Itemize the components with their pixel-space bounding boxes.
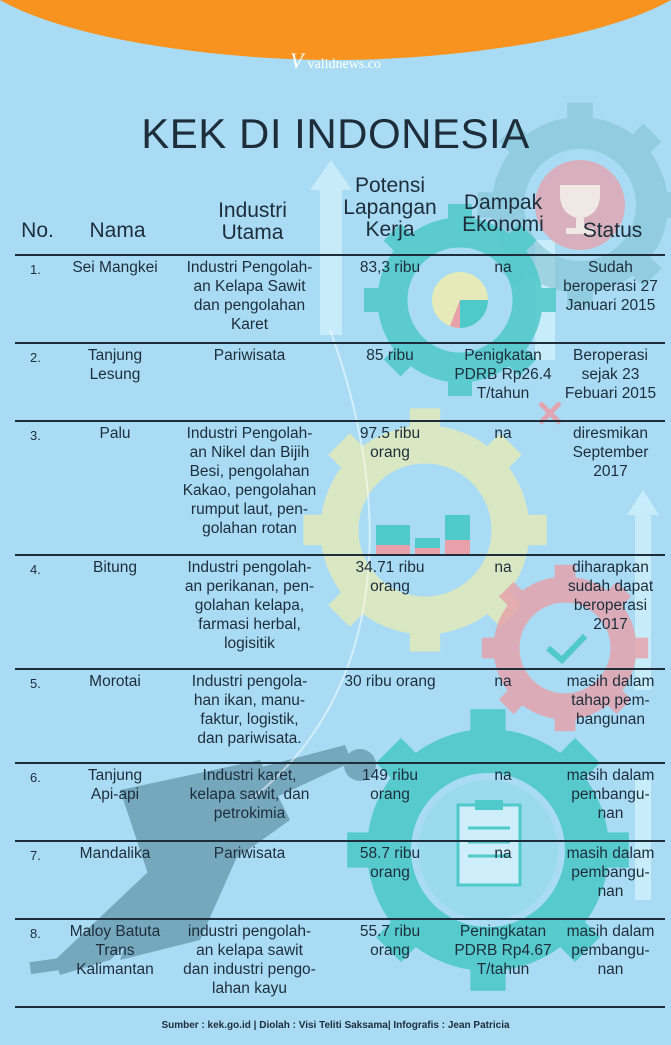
cell-potensi: 97.5 ribu orang xyxy=(359,425,421,461)
cell-dampak: na xyxy=(494,425,512,442)
row-divider xyxy=(15,918,665,920)
cell-nama: Bitung xyxy=(93,559,137,576)
row-divider xyxy=(15,668,665,670)
cell-status: masih dalam tahap pem- bangunan xyxy=(566,673,655,728)
row-divider xyxy=(15,420,665,422)
cell-industri: Industri karet, kelapa sawit, dan petrokimia xyxy=(189,767,310,822)
cell-no: 1. xyxy=(30,262,41,277)
cell-status: Beroperasi sejak 23 Febuari 2015 xyxy=(564,347,657,402)
cell-no: 8. xyxy=(30,926,41,941)
brand-logo xyxy=(0,48,671,74)
bar-chart-icon xyxy=(376,515,470,555)
clipboard-icon xyxy=(458,800,520,885)
cell-potensi: 58.7 ribu orang xyxy=(359,845,421,881)
cell-status: diresmikan September 2017 xyxy=(572,425,649,480)
cell-nama: Sei Mangkei xyxy=(72,259,158,276)
header-potensi: Potensi Lapangan Kerja xyxy=(343,174,437,241)
cell-industri: Pariwisata xyxy=(213,347,286,364)
cell-dampak: na xyxy=(494,559,512,576)
cell-no: 2. xyxy=(30,350,41,365)
row-divider xyxy=(15,342,665,344)
cell-potensi: 34.71 ribu orang xyxy=(355,559,425,595)
cell-no: 5. xyxy=(30,676,41,691)
source-footer: Sumber : kek.go.id | Diolah : Visi Teliti Saksama| Infografis : Jean Patricia xyxy=(161,1020,510,1031)
header-no: No. xyxy=(21,219,54,242)
cell-nama: Tanjung Api-api xyxy=(87,767,143,803)
cell-industri: Industri pengola- han ikan, manu- faktur, logistik, dan pariwisata. xyxy=(191,673,308,747)
cell-dampak: na xyxy=(494,767,512,784)
cell-status: diharapkan sudah dapat beroperasi 2017 xyxy=(567,559,654,633)
row-divider xyxy=(15,762,665,764)
cell-nama: Mandalika xyxy=(79,845,151,862)
brand-name: validnews.co xyxy=(307,57,381,72)
cell-nama: Morotai xyxy=(89,673,141,690)
cell-nama: Maloy Batuta Trans Kalimantan xyxy=(69,923,161,978)
cell-dampak: na xyxy=(494,259,512,276)
cell-potensi: 85 ribu xyxy=(366,347,414,364)
header-status: Status xyxy=(582,219,643,242)
cell-nama: Palu xyxy=(99,425,131,442)
header-nama: Nama xyxy=(89,219,146,242)
cell-industri: Pariwisata xyxy=(213,845,286,862)
header-dampak: Dampak Ekonomi xyxy=(462,191,544,236)
cell-dampak: Peningkatan PDRB Rp4.67 T/tahun xyxy=(454,923,552,978)
cell-industri: Industri Pengolah- an Nikel dan Bijih Besi, pengolahan Kakao, pengolahan rumput laut, pen- golahan rotan xyxy=(182,425,317,537)
cell-status: masih dalam pembangu- nan xyxy=(566,923,655,978)
cell-industri: Industri Pengolah- an Kelapa Sawit dan pengolahan Karet xyxy=(186,259,313,333)
row-divider xyxy=(15,254,665,256)
cell-potensi: 55.7 ribu orang xyxy=(359,923,421,959)
cell-no: 6. xyxy=(30,770,41,785)
cell-status: masih dalam pembangu- nan xyxy=(566,845,655,900)
validnews-logo-icon: V xyxy=(290,48,304,73)
cell-no: 4. xyxy=(30,562,41,577)
cell-no: 3. xyxy=(30,428,41,443)
cell-potensi: 149 ribu orang xyxy=(361,767,418,803)
cell-dampak: na xyxy=(494,673,512,690)
row-divider xyxy=(15,1006,665,1008)
cell-no: 7. xyxy=(30,848,41,863)
page-title: KEK DI INDONESIA xyxy=(141,110,530,157)
row-divider xyxy=(15,840,665,842)
cell-nama: Tanjung Lesung xyxy=(87,347,143,383)
cell-potensi: 83,3 ribu xyxy=(359,259,421,276)
cell-dampak: na xyxy=(494,845,512,862)
row-divider xyxy=(15,554,665,556)
cell-industri: industri pengolah- an kelapa sawit dan industri pengo- lahan kayu xyxy=(183,923,316,997)
cell-status: masih dalam pembangu- nan xyxy=(566,767,655,822)
cell-dampak: Penigkatan PDRB Rp26.4 T/tahun xyxy=(454,347,552,402)
cell-status: Sudah beroperasi 27 Januari 2015 xyxy=(563,259,658,314)
header-industri: Industri Utama xyxy=(218,199,287,244)
cell-industri: Industri pengolah- an perikanan, pen- golahan kelapa, farmasi herbal, logisitik xyxy=(184,559,315,652)
cell-potensi: 30 ribu orang xyxy=(344,673,436,690)
